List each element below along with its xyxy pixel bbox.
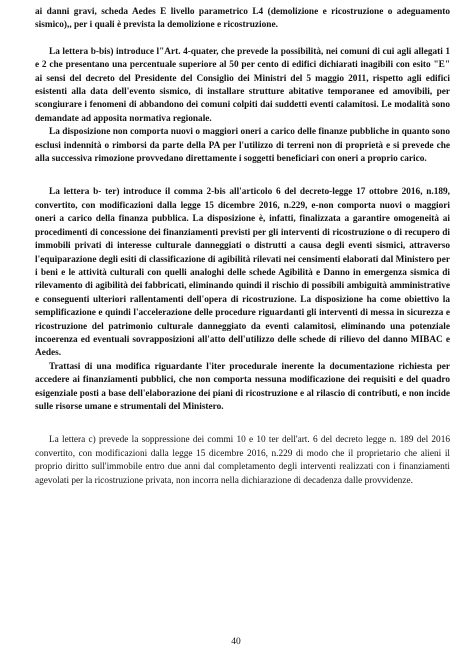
page-number: 40 <box>231 637 241 647</box>
paragraph-aedes-demolizione: ai danni gravi, scheda Aedes E livello parametrico L4 (demolizione e ricostruzione o adeguamento sismico),, per i quali è prevista la demolizione e ricostruzione. <box>35 7 450 31</box>
paragraph-lettera-b-bis: La lettera b-bis) introduce l"Art. 4-quater, che prevede la possibilità, nei comuni di cui agli allegati 1 e 2 che presentano una percentuale superiore al 50 per cento di edifici dichiarati inagibili con esito "E" ai sensi del decreto del Presidente del Consiglio dei Ministri del 5 maggio 2011, rispetto agli edifici esistenti alla data dell'evento sismico, di installare strutture abitative temporanee ed amovibili, per scongiurare i fenomeni di abbandono dei comuni colpiti dai suddetti eventi calamitosi. Le modalità sono demandate ad apposita normativa regionale. <box>35 46 450 124</box>
paragraph-disposizione-oneri: La disposizione non comporta nuovi o maggiori oneri a carico delle finanze pubbliche in quanto sono esclusi indennità o rimborsi da parte della PA per l'utilizzo di terreni non di proprietà e si prevede che alla successiva rimozione provvedano direttamente i soggetti beneficiari con oneri a proprio carico. <box>35 127 450 165</box>
paragraph-trattasi-modifica: Trattasi di una modifica riguardante l'iter procedurale inerente la documentazione richiesta per accedere ai finanziamenti pubblici, che non comporta nessuna modificazione dei requisiti e del quadro esigenziale posti a base dell'elaborazione dei piani di ricostruzione e al rilascio di contributi, e non incide sulle risorse umane e strumentali del Ministero. <box>35 361 450 412</box>
paragraph-lettera-b-ter: La lettera b- ter) introduce il comma 2-bis all'articolo 6 del decreto-legge 17 ottobre 2016, n.189, convertito, con modificazioni dalla legge 15 dicembre 2016, n.229, e-non comporta nuovi o maggiori oneri a carico della finanza pubblica. La disposizione è, infatti, finalizzata a garantire omogeneità ai procedimenti di concessione dei finanziamenti previsti per gli interventi di ricostruzione o di recupero di immobili privati di interesse culturale danneggiati o distrutti a causa degli eventi sismici, attraverso l'equiparazione degli esiti di classificazione di agibilità rilevati nei censimenti elaborati dal Ministero per i beni e le attività culturali con quelli analoghi delle schede Agibilità e Danno in emergenza sismica di rilevamento di agibilità dei fabbricati, eliminando quindi il rischio di possibili ambiguità amministrative e conseguenti ulteriori rallentamenti dell'opera di ricostruzione. La disposizione ha come obiettivo la semplificazione e quindi l'accelerazione delle procedure riguardanti gli interventi di messa in sicurezza e ricostruzione del patrimonio culturale danneggiato da eventi calamitosi, eliminando una potenziale incoerenza ed eventuali sovrapposizioni all'atto dell'utilizzo delle schede di rilievo del danno MIBAC e Aedes. <box>35 187 450 359</box>
paragraph-lettera-c: La lettera c) prevede la soppressione dei commi 10 e 10 ter dell'art. 6 del decreto legge n. 189 del 2016 convertito, con modificazioni dalla legge 15 dicembre 2016, n.229 di modo che il proprietario che alieni il proprio diritto sull'immobile entro due anni dal completamento degli interventi realizzati con i finanziamenti agevolati per la ricostruzione privata, non incorra nella dichiarazione di decadenza dalle provvidenze. <box>35 435 450 486</box>
